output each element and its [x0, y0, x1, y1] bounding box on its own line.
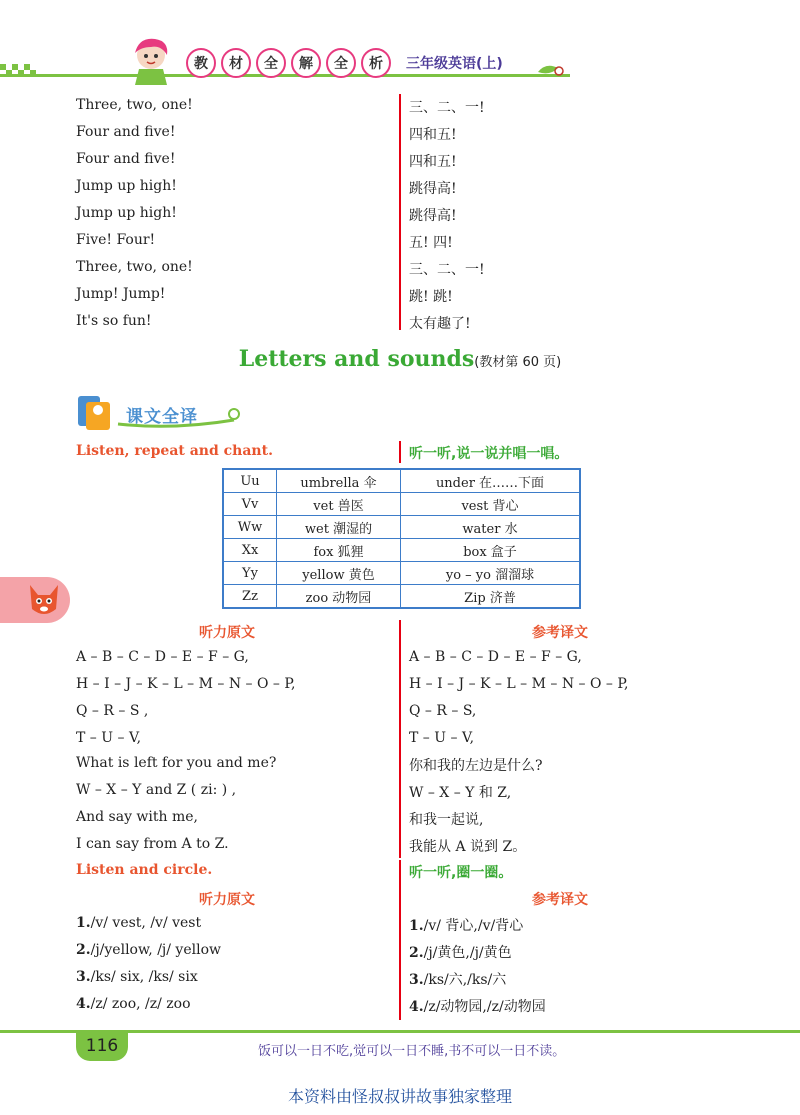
english-line: Jump up high! — [76, 205, 177, 221]
item-number: 4. — [76, 996, 91, 1012]
list-item — [76, 649, 716, 676]
table-row — [223, 562, 580, 585]
english-line: Three, two, one! — [76, 259, 193, 275]
list-item — [76, 286, 716, 313]
chinese-line — [409, 996, 546, 1016]
word-cell: umbrella 伞 — [277, 469, 401, 493]
list-item — [76, 151, 716, 178]
table-row — [223, 469, 580, 493]
item-number: 2. — [76, 942, 91, 958]
item-number: 1. — [76, 915, 91, 931]
textbook-page-ref: (教材第 60 页) — [474, 355, 562, 370]
item-number: 1. — [409, 918, 424, 934]
chinese-line — [409, 969, 506, 989]
item-number: 4. — [409, 999, 424, 1015]
book-title-char: 全 — [256, 48, 286, 78]
chinese-line: 太有趣了! — [409, 316, 471, 332]
english-line: And say with me, — [76, 809, 198, 825]
girl-mascot-icon — [125, 35, 177, 87]
instruction-english: Listen, repeat and chant. — [76, 443, 273, 459]
english-line: Q – R – S , — [76, 703, 149, 719]
letter-cell: Vv — [223, 493, 277, 516]
english-line: H – I – J – K – L – M – N – O – P, — [76, 676, 296, 692]
list-item — [76, 97, 716, 124]
page-number: 116 — [85, 1036, 119, 1056]
letter-cell: Uu — [223, 469, 277, 493]
list-item — [76, 178, 716, 205]
list-item — [76, 313, 716, 340]
chinese-text: /v/ 背心,/v/背心 — [423, 918, 524, 934]
english-line: I can say from A to Z. — [76, 836, 229, 852]
english-text: /j/yellow, /j/ yellow — [90, 942, 221, 958]
list-item — [76, 232, 716, 259]
chinese-text: /z/动物园,/z/动物园 — [423, 999, 546, 1015]
chinese-line: 跳得高! — [409, 208, 457, 224]
column-divider — [399, 441, 401, 463]
leaf-icon — [536, 62, 564, 78]
translation-badge — [74, 390, 244, 434]
english-line — [76, 915, 201, 931]
english-line: W – X – Y and Z ( zi: ) , — [76, 782, 237, 798]
english-line — [76, 969, 198, 985]
list-item — [76, 809, 716, 836]
item-number: 3. — [76, 969, 91, 985]
list-item — [76, 703, 716, 730]
chinese-line — [409, 942, 512, 962]
letter-cell: Ww — [223, 516, 277, 539]
section-title — [0, 346, 800, 372]
word-cell: Zip 济普 — [401, 585, 581, 609]
english-line: It's so fun! — [76, 313, 152, 329]
item-number: 3. — [409, 972, 424, 988]
list-item — [76, 942, 716, 969]
column-head-left: 听力原文 — [199, 892, 255, 908]
book-title-char: 材 — [221, 48, 251, 78]
page-header — [0, 30, 800, 90]
english-line: A – B – C – D – E – F – G, — [76, 649, 249, 665]
word-cell: zoo 动物园 — [277, 585, 401, 609]
chinese-line — [409, 915, 523, 935]
english-text: /z/ zoo, /z/ zoo — [90, 996, 191, 1012]
english-line: Jump! Jump! — [76, 286, 166, 302]
word-cell: vest 背心 — [401, 493, 581, 516]
instruction-chinese: 听一听,圈一圈。 — [409, 865, 513, 881]
chinese-line: Q – R – S, — [409, 703, 477, 719]
grade-label: 三年级英语(上) — [406, 56, 503, 72]
word-cell: fox 狐狸 — [277, 539, 401, 562]
english-line — [76, 942, 221, 958]
letter-cell: Yy — [223, 562, 277, 585]
chinese-text: /j/黄色,/j/黄色 — [423, 945, 512, 961]
chinese-line: 三、二、一! — [409, 262, 485, 278]
english-text: /ks/ six, /ks/ six — [90, 969, 198, 985]
book-title-char: 解 — [291, 48, 321, 78]
english-text: /v/ vest, /v/ vest — [90, 915, 202, 931]
table-row — [223, 539, 580, 562]
book-title-char: 析 — [361, 48, 391, 78]
chinese-text: /ks/六,/ks/六 — [423, 972, 507, 988]
chinese-line: 跳得高! — [409, 181, 457, 197]
page-number-tab — [76, 1033, 128, 1061]
fox-mascot-icon — [24, 579, 64, 621]
english-line: Jump up high! — [76, 178, 177, 194]
table-row — [223, 585, 580, 609]
word-cell: water 水 — [401, 516, 581, 539]
english-line: T – U – V, — [76, 730, 142, 746]
chinese-line: T – U – V, — [409, 730, 475, 746]
header-pattern — [0, 64, 40, 80]
instruction-english: Listen and circle. — [76, 862, 213, 878]
side-tab — [0, 577, 70, 623]
list-item — [76, 730, 716, 757]
column-head-right: 参考译文 — [532, 892, 588, 908]
chinese-line: 四和五! — [409, 127, 457, 143]
chinese-line: 我能从 A 说到 Z。 — [409, 839, 527, 855]
word-cell: box 盒子 — [401, 539, 581, 562]
letter-cell: Zz — [223, 585, 277, 609]
column-head-left: 听力原文 — [199, 625, 255, 641]
word-cell: under 在……下面 — [401, 469, 581, 493]
source-note: 本资料由怪叔叔讲故事独家整理 — [287, 1087, 512, 1106]
word-cell: yo – yo 溜溜球 — [401, 562, 581, 585]
list-item — [76, 996, 716, 1023]
list-item — [76, 205, 716, 232]
english-line: Three, two, one! — [76, 97, 193, 113]
list-item — [76, 755, 716, 782]
item-number: 2. — [409, 945, 424, 961]
book-title-char: 教 — [186, 48, 216, 78]
list-item — [76, 676, 716, 703]
book-title-char: 全 — [326, 48, 356, 78]
word-cell: wet 潮湿的 — [277, 516, 401, 539]
badge-label: 课文全译 — [126, 407, 198, 427]
chinese-line: H – I – J – K – L – M – N – O – P, — [409, 676, 629, 692]
chinese-line: 四和五! — [409, 154, 457, 170]
instruction-chinese: 听一听,说一说并唱一唱。 — [409, 446, 569, 462]
section-heading: Letters and sounds — [238, 346, 475, 372]
letter-cell: Xx — [223, 539, 277, 562]
english-line: Five! Four! — [76, 232, 156, 248]
chinese-line: 你和我的左边是什么? — [409, 758, 543, 774]
list-item — [76, 782, 716, 809]
letters-table — [222, 468, 581, 609]
list-item — [76, 124, 716, 151]
list-item — [76, 259, 716, 286]
chinese-line: 三、二、一! — [409, 100, 485, 116]
table-row — [223, 516, 580, 539]
english-line: What is left for you and me? — [76, 755, 277, 771]
chinese-line: 跳! 跳! — [409, 289, 453, 305]
footer-motto: 饭可以一日不吃,觉可以一日不睡,书不可以一日不读。 — [258, 1044, 566, 1059]
english-line: Four and five! — [76, 124, 176, 140]
chinese-line: 和我一起说, — [409, 812, 484, 828]
book-title — [186, 48, 391, 78]
word-cell: vet 兽医 — [277, 493, 401, 516]
list-item — [76, 915, 716, 942]
english-line: Four and five! — [76, 151, 176, 167]
english-line — [76, 996, 191, 1012]
word-cell: yellow 黄色 — [277, 562, 401, 585]
list-item — [76, 969, 716, 996]
chinese-line: 五! 四! — [409, 235, 453, 251]
column-head-right: 参考译文 — [532, 625, 588, 641]
table-row — [223, 493, 580, 516]
chinese-line: W – X – Y 和 Z, — [409, 785, 512, 801]
chinese-line: A – B – C – D – E – F – G, — [409, 649, 582, 665]
list-item — [76, 836, 716, 863]
